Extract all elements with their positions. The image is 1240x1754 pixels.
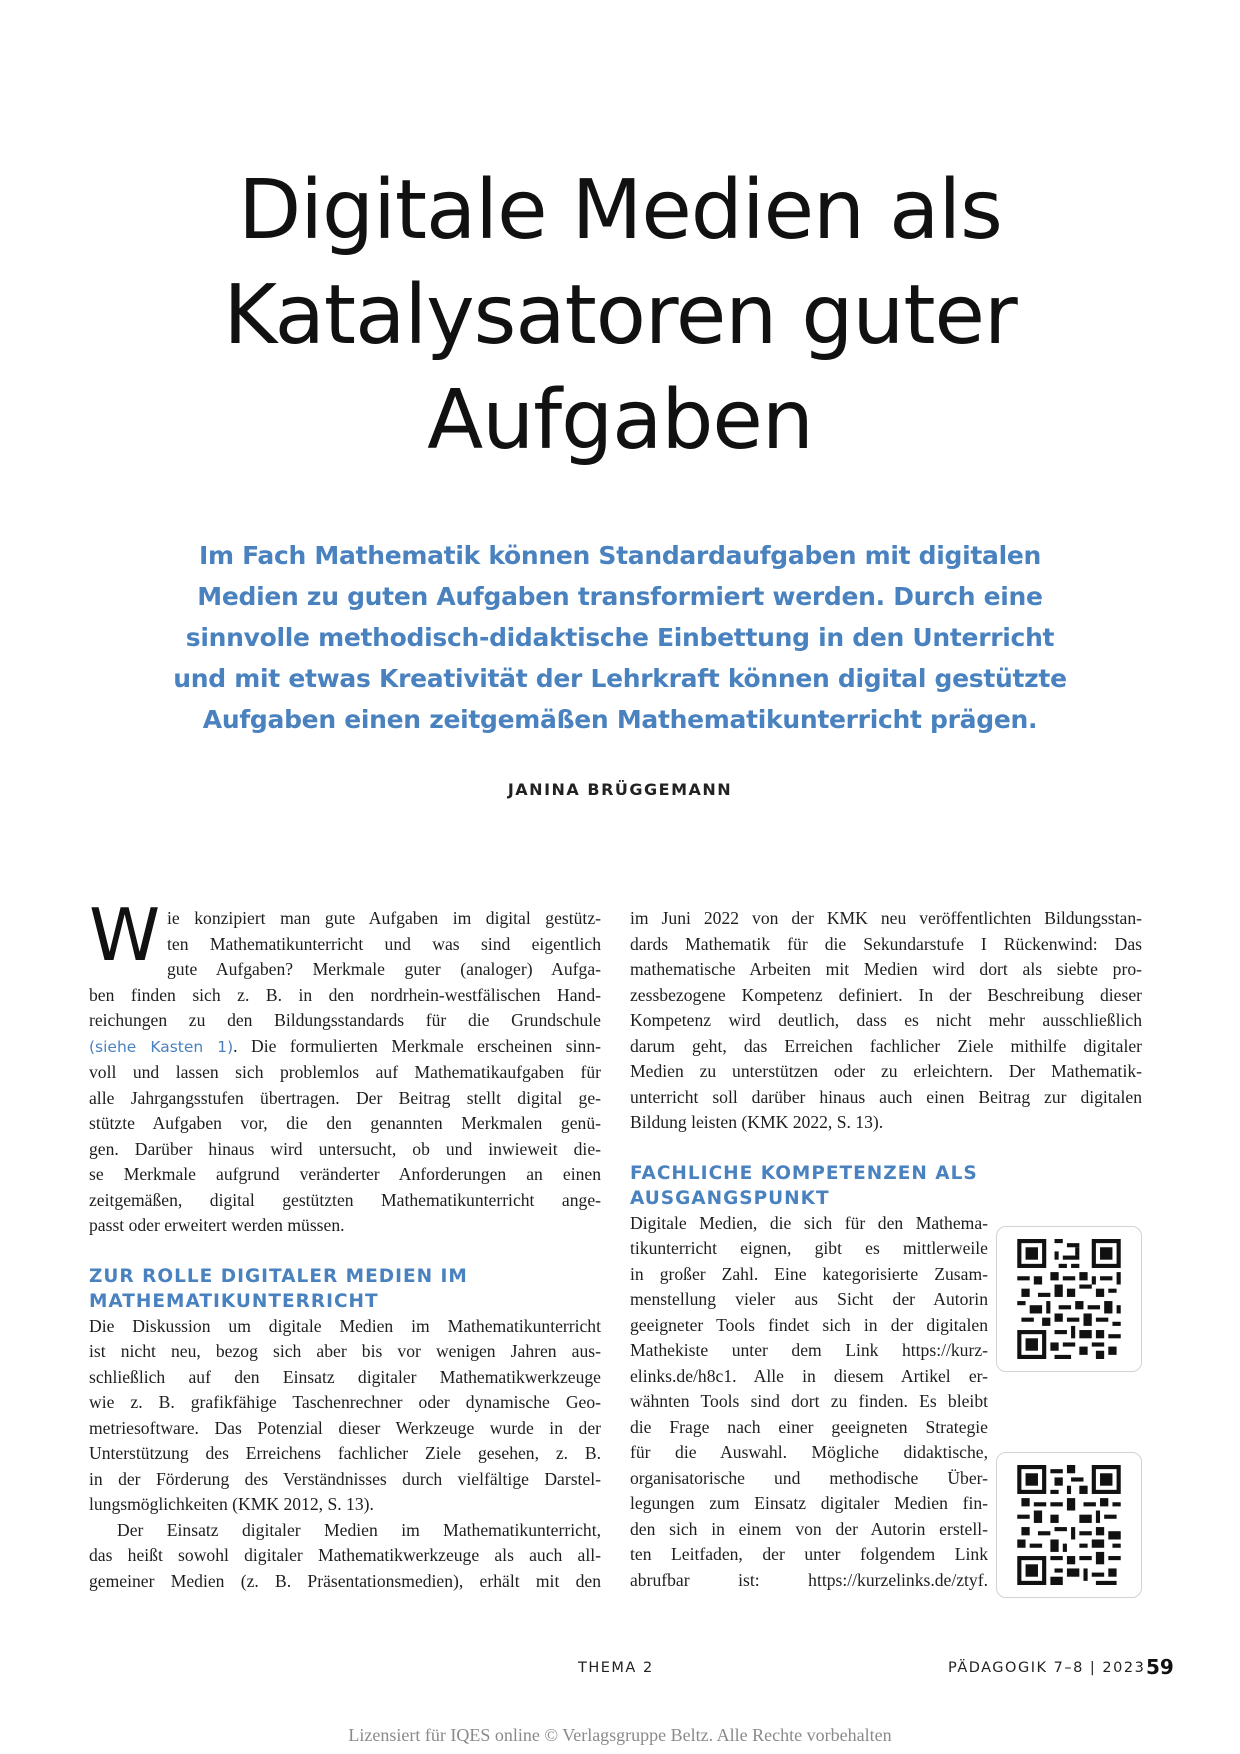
text-line: reichungen zu den Bildungsstandards für die Grundschule	[89, 1010, 601, 1030]
qr-code-icon	[1017, 1465, 1121, 1585]
text-line: alle Jahrgangsstufen übertragen. Der Beitrag stellt digital ge-	[89, 1087, 601, 1108]
text-line: zessbezogene Kompetenz definiert. In der Beschreibung dieser	[630, 984, 1142, 1005]
text-line: Kompetenz wird deutlich, dass es nicht mehr ausschließlich	[630, 1010, 1142, 1030]
text-line: wähnten Tools sind dort zu finden. Es bleibt	[630, 1391, 988, 1411]
text-line: ie konzipiert man gute Aufgaben im digital gestütz-	[167, 908, 601, 928]
lead-line: Im Fach Mathematik können Standardaufgaben mit digitalen	[198, 541, 1042, 570]
text-line: gen. Darüber hinaus wird untersucht, ob und inwieweit die-	[89, 1138, 601, 1159]
page-number: 59	[1146, 1655, 1174, 1679]
lead-line: sinnvolle methodisch-didaktische Einbettung in den Unterricht	[185, 623, 1055, 652]
text-line: gute Aufgaben? Merkmale guter (analoger) Aufga-	[167, 959, 601, 979]
lead-paragraph	[120, 535, 1120, 740]
text-line: für die Auswahl. Mögliche didaktische,	[630, 1442, 988, 1462]
text-line: ist nicht neu, bezog sich aber bis vor wenigen Jahren aus-	[89, 1341, 601, 1361]
article-title	[120, 158, 1120, 473]
text-line: wie z. B. grafikfähige Taschenrechner oder dynamische Geo-	[89, 1392, 601, 1412]
text-line: mathematische Arbeiten mit Medien wird dort als siebte pro-	[630, 959, 1142, 979]
text-line: tikunterricht eignen, gibt es mittlerweile	[630, 1238, 988, 1258]
title-line: Aufgaben	[427, 373, 813, 468]
text-line: Die Diskussion um digitale Medien im Mathematikunterricht	[89, 1315, 601, 1336]
text-line: ben finden sich z. B. in den nordrhein-westfälischen Hand-	[89, 984, 601, 1005]
text-line: die Frage nach einer geeigneten Strategie	[630, 1416, 988, 1437]
lead-line: und mit etwas Kreativität der Lehrkraft können digital gestützte	[173, 664, 1067, 693]
text-line: ten Mathematikunterricht und was sind eigentlich	[167, 933, 601, 954]
text-line	[89, 1034, 601, 1061]
text-line: organisatorische und methodische Über-	[630, 1467, 988, 1488]
footer-journal-issue: PÄDAGOGIK 7–8 | 2023	[948, 1660, 1146, 1676]
qr-code-mathekiste[interactable]	[996, 1226, 1142, 1372]
section-heading	[630, 1161, 1142, 1211]
drop-cap: W	[89, 893, 161, 977]
text-line: in der Förderung des Verständnisses durch vielfältige Darstel-	[89, 1468, 601, 1489]
text-line: elinks.de/h8c1. Alle in diesem Artikel er-	[630, 1365, 988, 1386]
qr-code-icon	[1017, 1239, 1121, 1359]
box-reference-link[interactable]: (siehe Kasten 1)	[89, 1037, 234, 1056]
text-line: Mathekiste unter dem Link https://kurz-	[630, 1340, 988, 1360]
text-line: schließlich auf den Einsatz digitaler Mathematikwerkzeuge	[89, 1366, 601, 1387]
text-line: Digitale Medien, die sich für den Mathema-	[630, 1212, 988, 1233]
text-line: darum geht, das Erreichen fachlicher Ziele mithilfe digitaler	[630, 1035, 1142, 1056]
lead-line: Medien zu guten Aufgaben transformiert werden. Durch eine	[197, 582, 1043, 611]
text-line: passt oder erweitert werden müssen.	[89, 1215, 345, 1235]
text-line: Bildung leisten (KMK 2022, S. 13).	[630, 1112, 884, 1132]
text-line: Medien zu unterstützen oder zu erleichtern. Der Mathematik-	[630, 1061, 1142, 1081]
lead-line: Aufgaben einen zeitgemäßen Mathematikunterricht prägen.	[202, 705, 1038, 734]
text-line: se Merkmale aufgrund veränderter Anforderungen an einen	[89, 1164, 601, 1184]
text-line: lungsmöglichkeiten (KMK 2012, S. 13).	[89, 1494, 374, 1514]
text-column-left	[89, 906, 601, 1594]
text-line: den sich in einem von der Autorin erstell-	[630, 1518, 988, 1539]
text-line: metriesoftware. Das Potenzial dieser Werkzeuge wurde in der	[89, 1417, 601, 1438]
text-fragment: . Die formulierten Merkmale erscheinen sinn-	[233, 1035, 601, 1056]
text-line: menstellung vieler aus Sicht der Autorin	[630, 1289, 988, 1309]
text-line: gemeiner Medien (z. B. Präsentationsmedien), erhält mit den	[89, 1570, 601, 1591]
text-line: stützte Aufgaben vor, die den genannten Merkmalen genü-	[89, 1113, 601, 1133]
text-line: abrufbar ist: https://kurzelinks.de/ztyf.	[630, 1569, 988, 1590]
text-line: legungen zum Einsatz digitaler Medien fin-	[630, 1493, 988, 1513]
text-line: Der Einsatz digitaler Medien im Mathematikunterricht,	[117, 1519, 601, 1540]
section-heading	[89, 1264, 601, 1314]
text-line: dards Mathematik für die Sekundarstufe I Rückenwind: Das	[630, 933, 1142, 954]
text-line: unterricht soll darüber hinaus auch einen Beitrag zur digitalen	[630, 1086, 1142, 1107]
text-line: Unterstützung des Erreichens fachlicher Ziele gesehen, z. B.	[89, 1443, 601, 1463]
title-line: Katalysatoren guter	[223, 268, 1017, 363]
qr-code-leitfaden[interactable]	[996, 1452, 1142, 1598]
heading-line: FACHLICHE KOMPETENZEN ALS	[630, 1162, 978, 1184]
license-notice: Lizensiert für IQES online © Verlagsgruppe Beltz. Alle Rechte vorbehalten	[348, 1725, 892, 1745]
text-line: in großer Zahl. Eine kategorisierte Zusam-	[630, 1263, 988, 1284]
text-line: voll und lassen sich problemlos auf Mathematikaufgaben für	[89, 1062, 601, 1082]
heading-line: AUSGANGSPUNKT	[630, 1187, 830, 1209]
footer-section-label: THEMA 2	[578, 1660, 654, 1676]
text-beside-qr	[630, 1211, 988, 1594]
heading-line: ZUR ROLLE DIGITALER MEDIEN IM	[89, 1265, 468, 1287]
text-line: ten Leitfaden, der unter folgendem Link	[630, 1544, 988, 1564]
title-line: Digitale Medien als	[238, 163, 1002, 258]
text-line: zeitgemäßen, digital gestützten Mathematikunterricht ange-	[89, 1189, 601, 1210]
heading-line: MATHEMATIKUNTERRICHT	[89, 1290, 379, 1312]
text-line: geeigneter Tools findet sich in der digitalen	[630, 1314, 988, 1335]
author-byline: JANINA BRÜGGEMANN	[507, 780, 733, 799]
text-line: das heißt sowohl digitaler Mathematikwerkzeuge als auch all-	[89, 1545, 601, 1565]
text-line: im Juni 2022 von der KMK neu veröffentlichten Bildungsstan-	[630, 908, 1142, 928]
